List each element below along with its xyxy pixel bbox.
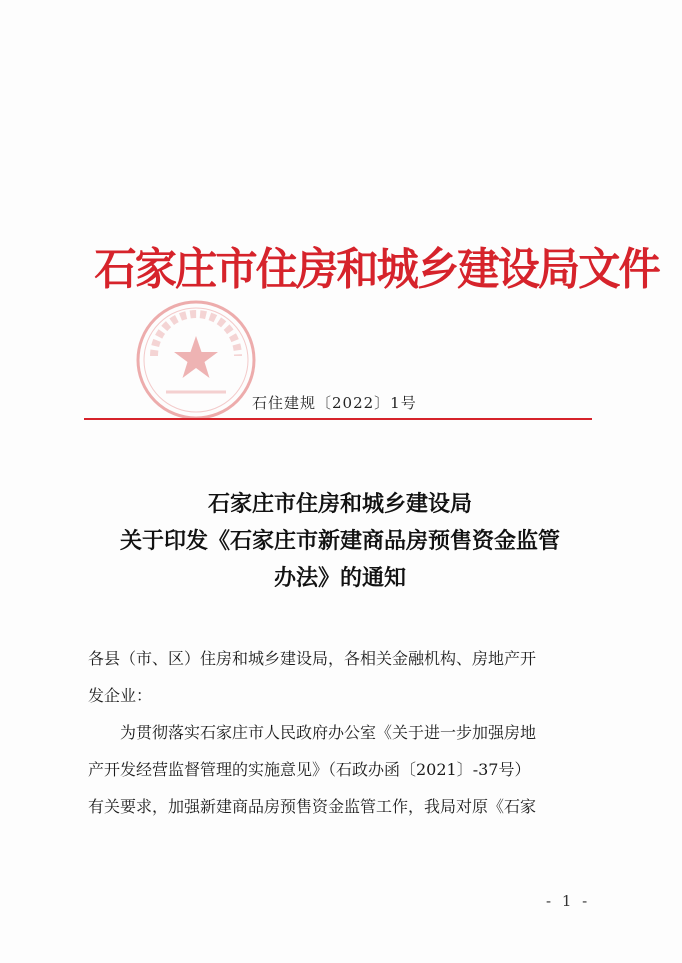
document-number: 石住建规〔2022〕1号 [252,394,417,412]
page-number: - 1 - [546,892,591,910]
paragraph-line-1: 为贯彻落实石家庄市人民政府办公室《关于进一步加强房地 [120,723,537,742]
official-seal-icon [132,296,260,424]
title-line-1: 石家庄市住房和城乡建设局 [207,491,472,517]
paragraph-line-2: 产开发经营监督管理的实施意见》（石政办函〔2021〕-37号） [88,760,531,779]
red-divider [84,418,592,420]
title-line-3: 办法》的通知 [273,565,406,591]
document-masthead: 石家庄市住房和城乡建设局文件 [94,244,659,295]
title-line-2: 关于印发《石家庄市新建商品房预售资金监管 [119,528,560,554]
paragraph-line-3: 有关要求，加强新建商品房预售资金监管工作，我局对原《石家 [88,797,537,816]
salutation-line-2: 发企业： [88,686,153,705]
notice-title [70,486,610,597]
salutation-line-1: 各县（市、区）住房和城乡建设局，各相关金融机构、房地产开 [88,649,537,668]
notice-body [88,640,608,825]
